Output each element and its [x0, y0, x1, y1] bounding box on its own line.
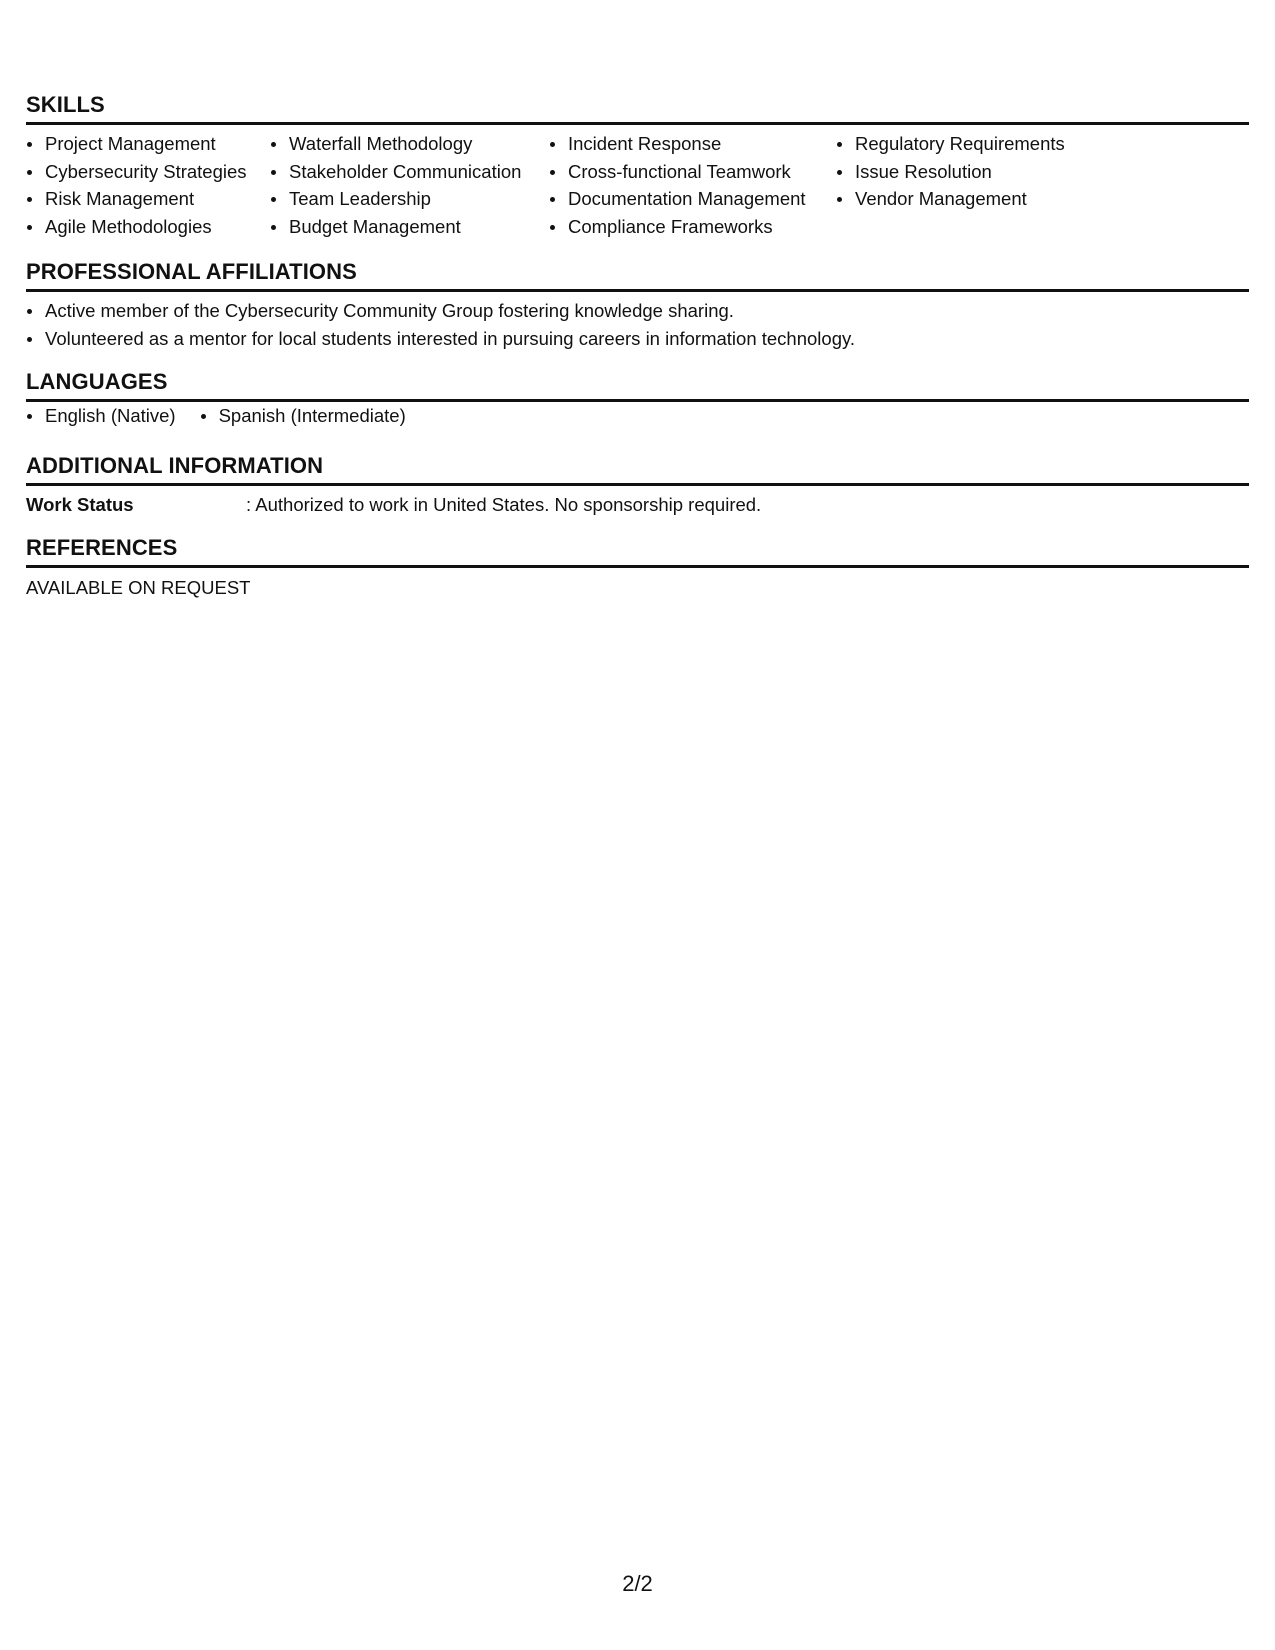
- resume-page: [26, 0, 1249, 1650]
- work-status-value: : Authorized to work in United States. No sponsorship required.: [246, 494, 762, 515]
- skill-item: Stakeholder Communication: [270, 158, 549, 186]
- skills-section: [26, 91, 1249, 240]
- skills-column-3: [549, 130, 836, 240]
- language-item: Spanish (Intermediate): [200, 402, 406, 430]
- skill-item: Waterfall Methodology: [270, 130, 549, 158]
- work-status-label: Work Status: [26, 494, 134, 515]
- skill-item: Issue Resolution: [836, 158, 1136, 186]
- section-title-languages: LANGUAGES: [26, 369, 168, 394]
- affiliation-item: Volunteered as a mentor for local students interested in pursuing careers in information technology.: [26, 325, 1249, 353]
- skills-grid: [26, 130, 1249, 240]
- section-title-skills: SKILLS: [26, 92, 105, 117]
- skill-item: Cybersecurity Strategies: [26, 158, 270, 186]
- skill-item: Compliance Frameworks: [549, 213, 836, 241]
- skill-item: Budget Management: [270, 213, 549, 241]
- skill-item: Agile Methodologies: [26, 213, 270, 241]
- skill-item: Cross-functional Teamwork: [549, 158, 836, 186]
- page-number: 2/2: [622, 1571, 653, 1596]
- skill-item: Vendor Management: [836, 185, 1136, 213]
- skill-item: Team Leadership: [270, 185, 549, 213]
- skills-column-1: [26, 130, 270, 240]
- affiliations-list: [26, 297, 1249, 352]
- section-divider: [26, 565, 1249, 568]
- skill-item: Regulatory Requirements: [836, 130, 1136, 158]
- work-status-row: [26, 491, 1249, 518]
- skills-column-2: [270, 130, 549, 240]
- section-divider: [26, 483, 1249, 486]
- section-divider: [26, 122, 1249, 125]
- skill-item: Incident Response: [549, 130, 836, 158]
- languages-section: [26, 368, 1249, 430]
- affiliations-section: [26, 258, 1249, 352]
- skill-item: Documentation Management: [549, 185, 836, 213]
- section-divider: [26, 289, 1249, 292]
- skills-column-4: [836, 130, 1136, 240]
- skill-item: Risk Management: [26, 185, 270, 213]
- references-section: [26, 534, 1249, 601]
- additional-info-section: [26, 452, 1249, 518]
- section-title-additional-info: ADDITIONAL INFORMATION: [26, 453, 324, 478]
- references-text: AVAILABLE ON REQUEST: [26, 577, 251, 598]
- section-title-references: REFERENCES: [26, 535, 178, 560]
- section-title-affiliations: PROFESSIONAL AFFILIATIONS: [26, 259, 357, 284]
- languages-list: [26, 402, 1249, 430]
- language-item: English (Native): [26, 402, 176, 430]
- skill-item: Project Management: [26, 130, 270, 158]
- affiliation-item: Active member of the Cybersecurity Community Group fostering knowledge sharing.: [26, 297, 1249, 325]
